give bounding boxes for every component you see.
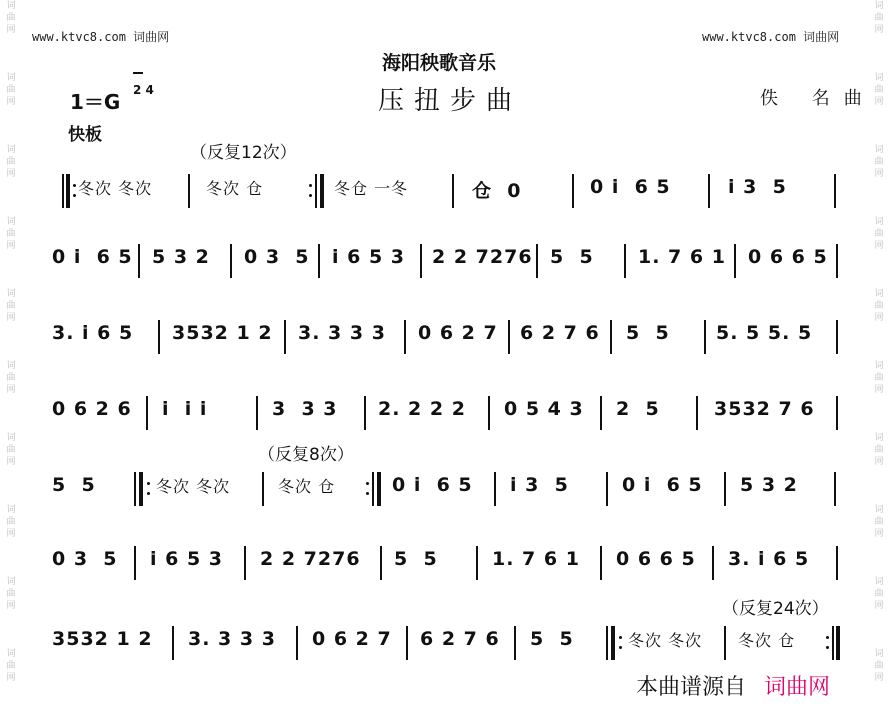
- measure: 冬仓 一冬: [334, 179, 409, 198]
- score-row-4: [0, 398, 890, 450]
- source-brand: 词曲网: [764, 675, 831, 700]
- key-signature: 1＝G: [70, 90, 121, 114]
- measure: 5 3 2: [152, 246, 210, 268]
- measure: 3532 1 2: [52, 628, 153, 650]
- measure: 仓 0: [472, 180, 522, 202]
- measure: i i i: [162, 398, 208, 420]
- watermark-top-right: [702, 28, 839, 45]
- side-watermark-right: 词 曲 网 词 曲 网 词 曲 网 词 曲 网 词 曲 网 词 曲 网 词 曲 网 词 曲 网 词 曲 网 词 曲 网: [874, 1, 884, 683]
- song-title: 压扭步曲: [378, 86, 523, 116]
- measure: 2 2 7276: [432, 246, 533, 268]
- measure: 2 5: [616, 398, 660, 420]
- side-watermark-left: 词 曲 网 词 曲 网 词 曲 网 词 曲 网 词 曲 网 词 曲 网 词 曲 网 词 曲 网 词 曲 网 词 曲 网: [6, 1, 16, 683]
- watermark-site: 词曲网: [133, 30, 170, 44]
- measure: 1. 7 6 1: [638, 246, 726, 268]
- measure: 0 6 2 7: [312, 628, 392, 650]
- measure: 0 6 6 5: [748, 246, 828, 268]
- measure: 5. 5 5. 5: [716, 322, 813, 344]
- measure: 2 2 7276: [260, 548, 361, 570]
- measure: 0 i 6 5: [590, 176, 671, 198]
- tempo-marking: 快板: [68, 125, 102, 145]
- measure: 0 5 4 3: [504, 398, 584, 420]
- watermark-site: 词曲网: [803, 30, 840, 44]
- source-credit: [636, 670, 830, 701]
- measure: 5 3 2: [740, 474, 798, 496]
- measure: 冬次 仓: [278, 477, 336, 496]
- measure: 3. 3 3 3: [188, 628, 276, 650]
- repeat-note-12: （反复12次）: [190, 143, 297, 163]
- measure: 冬次 冬次: [78, 179, 153, 198]
- measure: 0 3 5: [244, 246, 310, 268]
- watermark-url: www.ktvc8.com: [32, 30, 126, 44]
- measure: 0 i 6 5: [52, 246, 133, 268]
- time-top: 2: [133, 83, 142, 97]
- measure: 3 3 3: [272, 398, 338, 420]
- score-row-2: [0, 246, 890, 298]
- measure: i 6 5 3: [150, 548, 224, 570]
- score-row-6: [0, 548, 890, 600]
- measure: 0 6 6 5: [616, 548, 696, 570]
- measure: i 6 5 3: [332, 246, 406, 268]
- measure: 2. 2 2 2: [378, 398, 466, 420]
- measure: 3. i 6 5: [728, 548, 810, 570]
- measure: 3. i 6 5: [52, 322, 134, 344]
- collection-title: 海阳秧歌音乐: [382, 52, 497, 74]
- watermark-top-left: [32, 28, 169, 45]
- measure: 1. 7 6 1: [492, 548, 580, 570]
- score-row-3: [0, 322, 890, 374]
- measure: 0 6 2 7: [418, 322, 498, 344]
- repeat-note-8: （反复8次）: [258, 445, 354, 465]
- measure: 5 5: [394, 548, 438, 570]
- watermark-url: www.ktvc8.com: [702, 30, 796, 44]
- measure: 5 5: [626, 322, 670, 344]
- measure: 0 3 5: [52, 548, 118, 570]
- time-signature: [133, 85, 154, 96]
- measure: 6 2 7 6: [420, 628, 500, 650]
- repeat-note-24: （反复24次）: [722, 599, 829, 619]
- measure: 冬次 仓: [206, 179, 264, 198]
- measure: 0 6 2 6: [52, 398, 132, 420]
- source-text: 本曲谱源自: [636, 675, 747, 700]
- measure: 冬次 冬次: [628, 631, 703, 650]
- measure: 0 i 6 5: [392, 474, 473, 496]
- measure: 冬次 仓: [738, 631, 796, 650]
- measure: 5 5: [52, 474, 96, 496]
- time-bottom: 4: [145, 83, 154, 97]
- measure: i 3 5: [510, 474, 569, 496]
- measure: 3. 3 3 3: [298, 322, 386, 344]
- measure: 3532 1 2: [172, 322, 273, 344]
- measure: 6 2 7 6: [520, 322, 600, 344]
- score-row-1: [0, 176, 890, 228]
- score-row-5: [0, 474, 890, 526]
- measure: i 3 5: [728, 176, 787, 198]
- composer: 佚 名曲: [760, 88, 876, 109]
- measure: 冬次 冬次: [156, 477, 231, 496]
- measure: 5 5: [550, 246, 594, 268]
- measure: 0 i 6 5: [622, 474, 703, 496]
- measure: 5 5: [530, 628, 574, 650]
- measure: 3532 7 6: [714, 398, 815, 420]
